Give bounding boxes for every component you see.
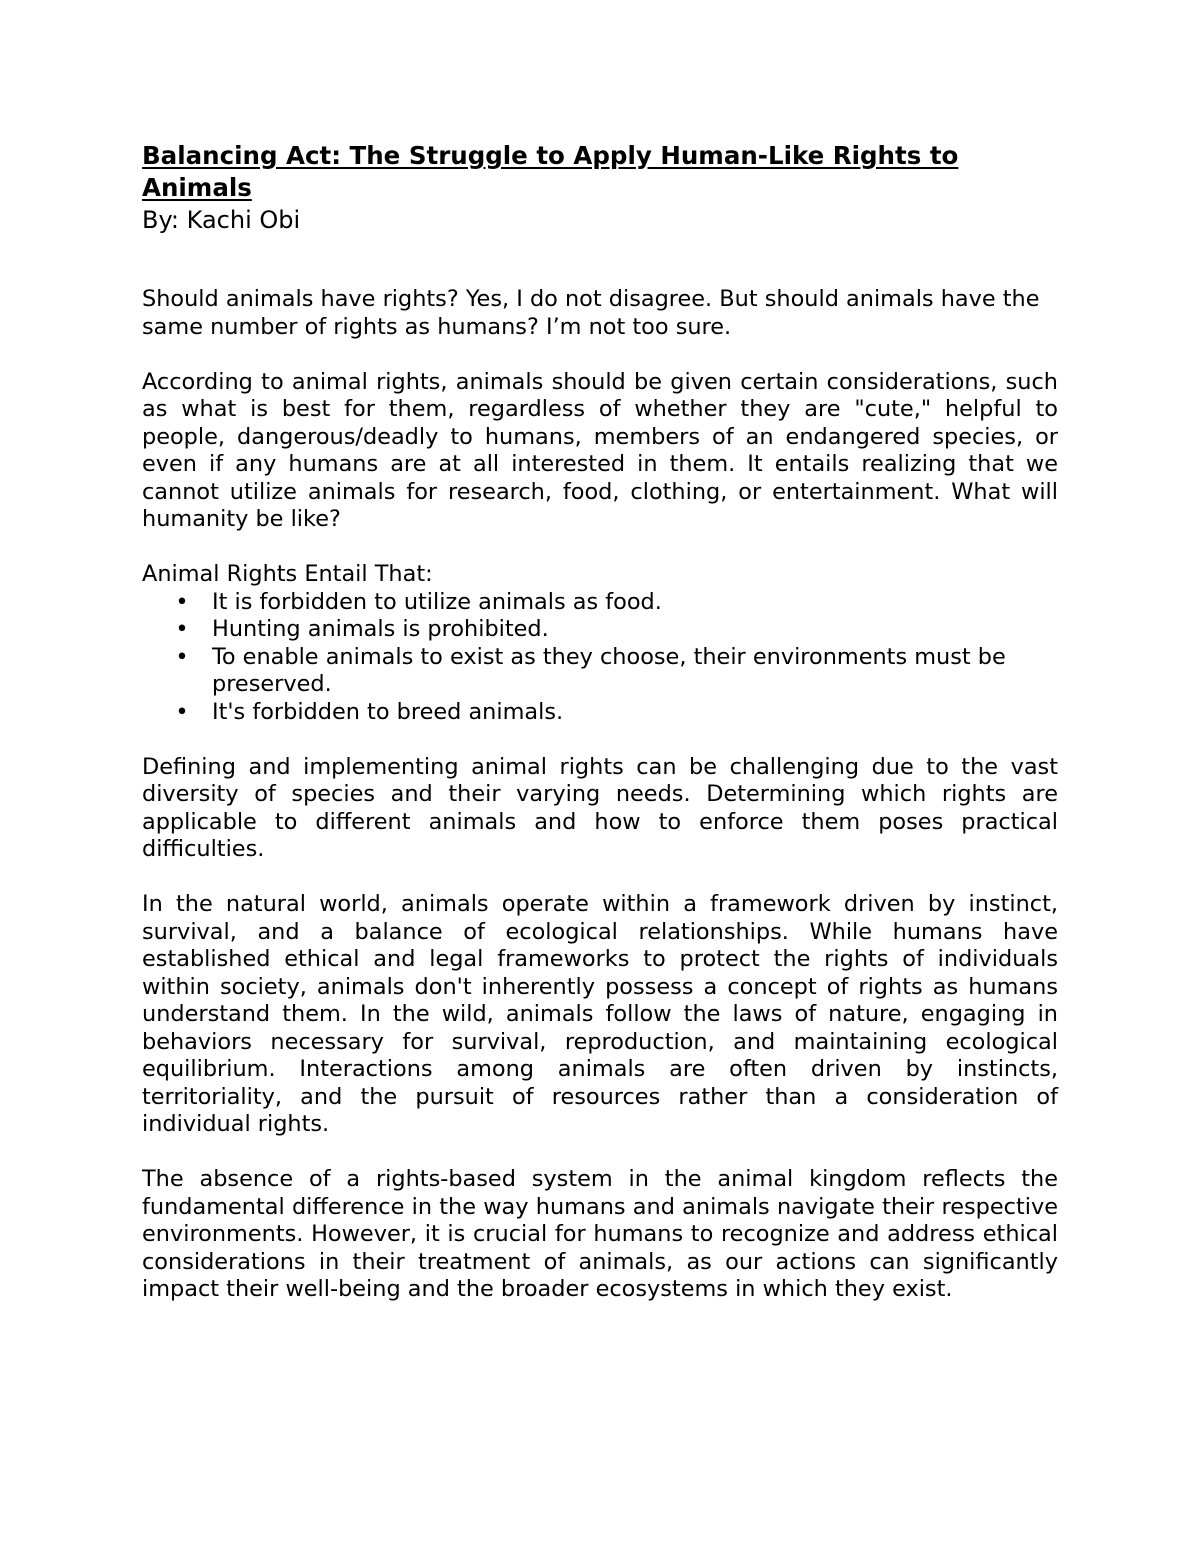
bullet-icon: •	[175, 588, 189, 615]
list-item-text: Hunting animals is prohibited.	[212, 616, 549, 642]
document-page	[142, 140, 1058, 1331]
list-item	[142, 616, 1058, 644]
bullet-icon: •	[175, 643, 189, 670]
intro-paragraph: Should animals have rights? Yes, I do not disagree. But should animals have the same number of rights as humans? I’m not too sure.	[142, 286, 1040, 340]
bullet-icon: •	[175, 616, 189, 642]
list-heading: Animal Rights Entail That:	[142, 561, 433, 587]
list-item-text: It's forbidden to breed animals.	[212, 698, 564, 725]
intro-paragraph: According to animal rights, animals should be given certain considerations, such as what is best for them, regardless of whether they are "cute," helpful to people, dangerous/deadly to humans, members of an endangered species, or even if any humans are at all interested in them. It entails realizing that we cannot utilize animals for research, food, clothing, or entertainment. What will humanity be like?	[142, 368, 1058, 532]
list-item-text: To enable animals to exist as they choose, their environments must be preserved.	[212, 643, 1006, 697]
author-byline: By: Kachi Obi	[142, 206, 301, 234]
body-paragraph: In the natural world, animals operate within a framework driven by instinct, survival, and a balance of ecological relationships. While humans have established ethical and legal frameworks to protect the rights of individuals within society, animals don't inherently possess a concept of rights as humans understand them. In the wild, animals follow the laws of nature, engaging in behaviors necessary for survival, reproduction, and maintaining ecological equilibrium. Interactions among animals are often driven by instincts, territoriality, and the pursuit of resources rather than a consideration of individual rights.	[142, 891, 1058, 1137]
list-item	[142, 699, 1058, 727]
bullet-icon: •	[175, 698, 189, 725]
list-item	[142, 644, 1058, 699]
rights-list	[142, 589, 1058, 727]
body-paragraph: The absence of a rights-based system in the animal kingdom reflects the fundamental difference in the way humans and animals navigate their respective environments. However, it is crucial for humans to recognize and address ethical considerations in their treatment of animals, as our actions can significantly impact their well-being and the broader ecosystems in which they exist.	[142, 1166, 1058, 1302]
document-title: Balancing Act: The Struggle to Apply Human-Like Rights to Animals	[142, 141, 959, 202]
list-item-text: It is forbidden to utilize animals as food.	[212, 588, 662, 615]
body-paragraph: Defining and implementing animal rights can be challenging due to the vast diversity of species and their varying needs. Determining which rights are applicable to different animals and how to enforce them poses practical difficulties.	[142, 753, 1058, 862]
list-item	[142, 589, 1058, 617]
spacer	[142, 236, 1058, 286]
